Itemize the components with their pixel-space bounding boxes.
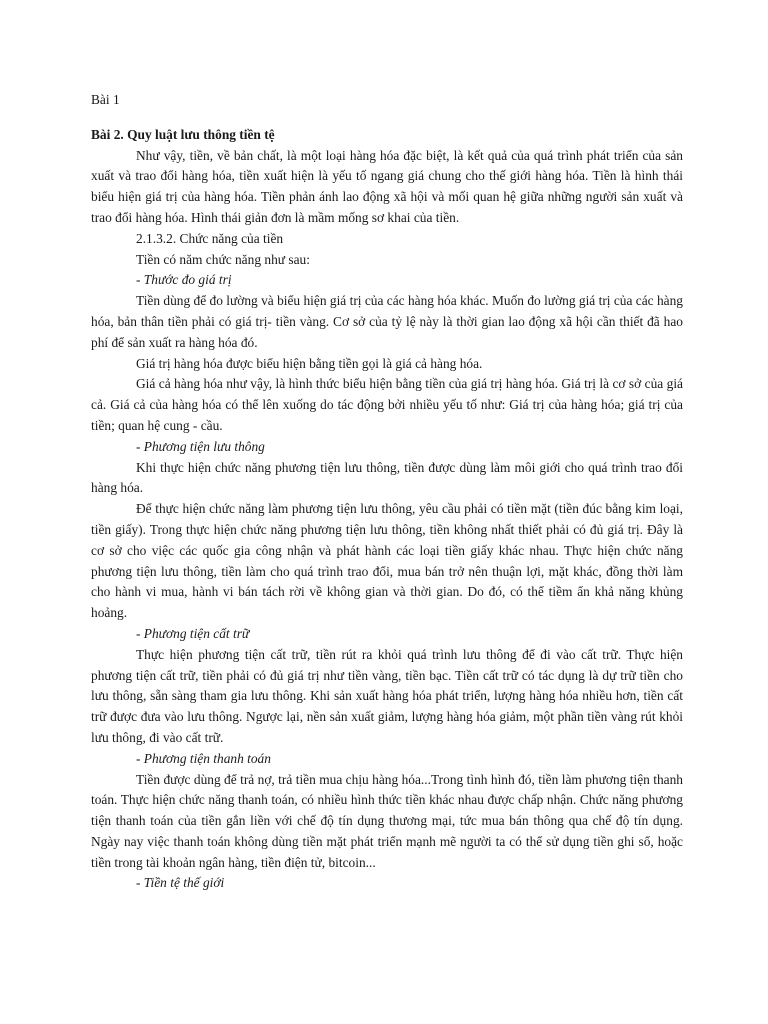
paragraph-payment: Tiền được dùng để trả nợ, trả tiền mua chịu hàng hóa...Trong tình hình đó, tiền làm phương tiện thanh toán. Thực hiện chức năng thanh toán, có nhiều hình thức tiền khác nhau được chấp nhận. Chức năng phương tiện thanh toán của tiền gắn liền với chế độ tín dụng thương mại, tức mua bán thông qua chế độ tín dụng. Ngày nay việc thanh toán không dùng tiền mặt phát triển mạnh mẽ người ta có thể sử dụng tiền ghi sổ, hoặc tiền trong tài khoản ngân hàng, tiền điện tử, bitcoin... (91, 771, 683, 870)
section-heading: Bài 2. Quy luật lưu thông tiền tệ (91, 126, 275, 142)
lesson-label: Bài 1 (91, 92, 120, 107)
paragraph-measure-1: Tiền dùng để đo lường và biểu hiện giá trị của các hàng hóa khác. Muốn đo lường giá trị của các hàng hóa, bản thân tiền phải có giá trị- tiền vàng. Cơ sở của tỷ lệ này là thời gian lao động xã hội cần thiết đã hao phí để sản xuất ra hàng hóa đó. (91, 293, 683, 350)
paragraph-circulation-2: Để thực hiện chức năng làm phương tiện lưu thông, yêu cầu phải có tiền mặt (tiền đúc bằng kim loại, tiền giấy). Trong thực hiện chức năng phương tiện lưu thông, tiền không nhất thiết phải có đủ giá trị. Đây là cơ sở cho việc các quốc gia công nhận và phát hành các loại tiền giấy khác nhau. Thực hiện chức năng phương tiện lưu thông, tiền làm cho quá trình trao đổi, mua bán trở nên thuận lợi, mặt khác, đồng thời làm cho hành vi mua, hành vi bán tách rời về không gian và thời gian. Do đó, có thể tiềm ẩn khả năng khủng hoảng. (91, 501, 683, 621)
subheading-store-of-value: - Phương tiện cất trữ (136, 625, 250, 641)
paragraph-measure-2: Giá trị hàng hóa được biểu hiện bằng tiền gọi là giá cả hàng hóa. (136, 355, 483, 371)
paragraph-store: Thực hiện phương tiện cất trữ, tiền rút ra khỏi quá trình lưu thông để đi vào cất trữ. Thực hiện phương tiện cất trữ, tiền phải có đủ giá trị như tiền vàng, tiền bạc. Tiền cất trữ có tác dụng là dự trữ tiền cho lưu thông, sẵn sàng tham gia lưu thông. Khi sản xuất hàng hóa phát triển, lượng hàng hóa nhiều hơn, tiền cất trữ được đưa vào lưu thông. Ngược lại, nền sản xuất giảm, lượng hàng hóa giảm, một phần tiền vàng rút khỏi lưu thông, đi vào cất trữ. (91, 646, 683, 745)
subheading-world-money: - Tiền tệ thế giới (136, 875, 225, 891)
subheading-measure-of-value: - Thước đo giá trị (136, 272, 232, 288)
spacer (91, 111, 683, 125)
paragraph-circulation-1: Khi thực hiện chức năng phương tiện lưu thông, tiền được dùng làm môi giới cho quá trình trao đổi hàng hóa. (91, 459, 683, 496)
paragraph-intro: Như vậy, tiền, về bản chất, là một loại hàng hóa đặc biệt, là kết quả của quá trình phát triển của sản xuất và trao đổi hàng hóa, tiền xuất hiện là yếu tố ngang giá chung cho thế giới hàng hóa. Tiền là hình thái biểu hiện giá trị của hàng hóa. Tiền phản ánh lao động xã hội và mối quan hệ giữa những người sản xuất và trao đổi hàng hóa. Hình thái giản đơn là mầm mống sơ khai của tiền. (91, 147, 683, 225)
subheading-means-of-payment: - Phương tiện thanh toán (136, 750, 271, 766)
paragraph-functions-intro: Tiền có năm chức năng như sau: (136, 251, 310, 267)
paragraph-measure-3: Giá cả hàng hóa như vậy, là hình thức biểu hiện bằng tiền của giá trị hàng hóa. Giá trị là cơ sở của giá cả. Giá cả của hàng hóa có thể lên xuống do tác động bởi nhiều yếu tố như: Giá trị của hàng hóa; giá trị của tiền; quan hệ cung - cầu. (91, 376, 683, 433)
subheading-medium-of-circulation: - Phương tiện lưu thông (136, 438, 265, 454)
document-page (91, 90, 683, 894)
subsection-number: 2.1.3.2. Chức năng của tiền (136, 230, 284, 246)
